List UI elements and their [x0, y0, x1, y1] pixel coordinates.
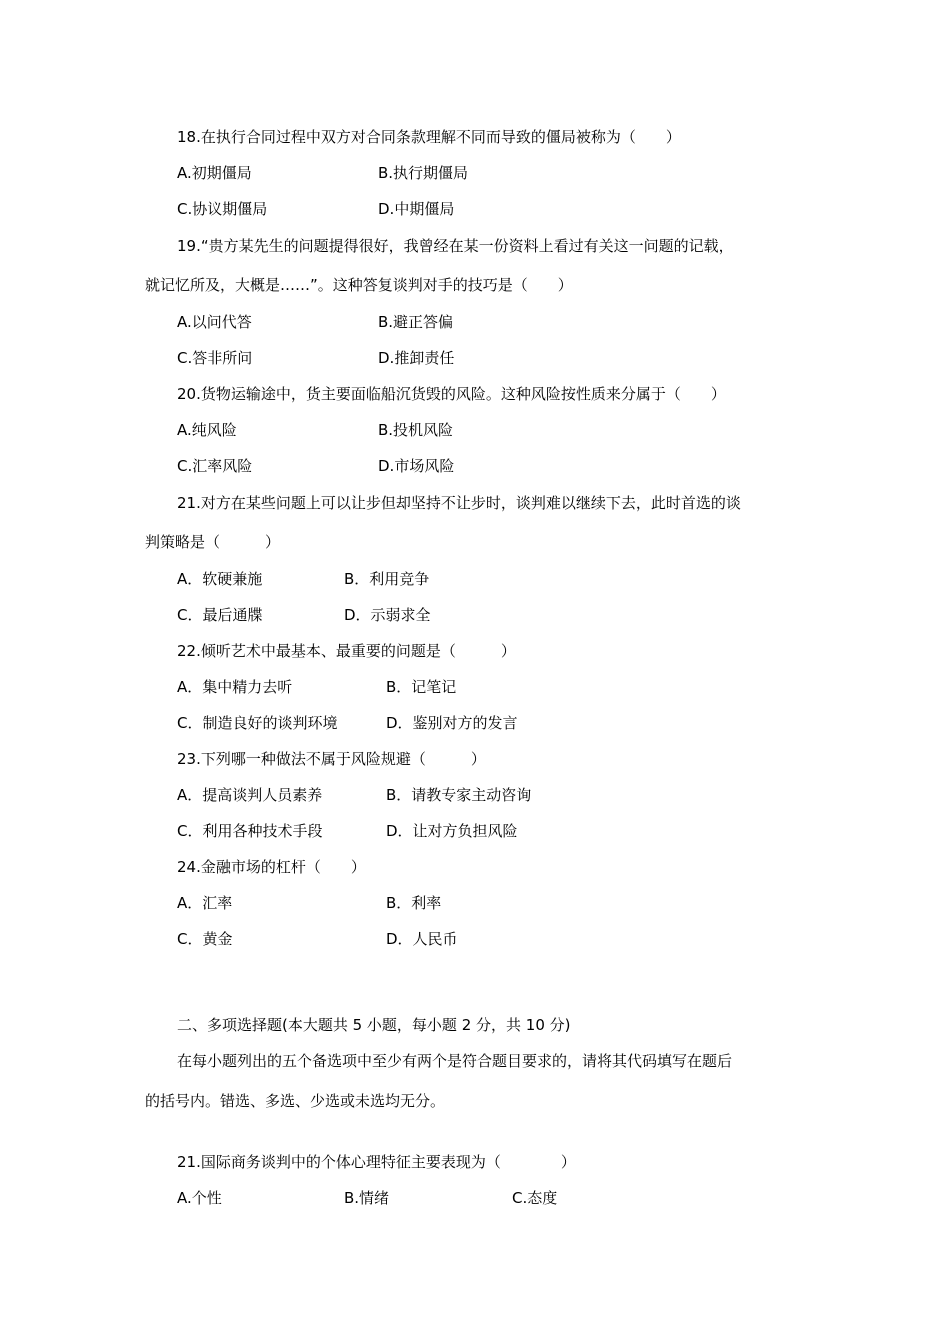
multi-question-21-stem: 21.国际商务谈判中的个体心理特征主要表现为（ ）: [177, 1153, 576, 1171]
question-21-stem-line1: 21.对方在某些问题上可以让步但却坚持不让步时，谈判难以继续下去，此时首选的谈: [177, 494, 741, 512]
question-23-stem: 23.下列哪一种做法不属于风险规避（ ）: [177, 750, 486, 768]
question-18-option-a: A.初期僵局: [177, 164, 252, 182]
question-18-option-c: C.协议期僵局: [177, 200, 268, 218]
question-20-option-c: C.汇率风险: [177, 457, 253, 475]
question-19-option-c: C.答非所问: [177, 349, 253, 367]
question-21-stem-line2: 判策略是（ ）: [145, 533, 281, 551]
question-24-option-d: D．人民币: [386, 930, 458, 948]
question-23-option-a: A．提高谈判人员素养: [177, 786, 323, 804]
question-22-stem: 22.倾听艺术中最基本、最重要的问题是（ ）: [177, 642, 516, 660]
question-22-option-c: C．制造良好的谈判环境: [177, 714, 338, 732]
question-19-option-b: B.避正答偏: [378, 313, 454, 331]
question-20-stem: 20.货物运输途中，货主要面临船沉货毁的风险。这种风险按性质来分属于（ ）: [177, 385, 726, 403]
question-18-option-b: B.执行期僵局: [378, 164, 469, 182]
section-2-instructions-line1: 在每小题列出的五个备选项中至少有两个是符合题目要求的，请将其代码填写在题后: [177, 1052, 733, 1070]
question-20-option-a: A.纯风险: [177, 421, 237, 439]
multi-question-21-option-a: A.个性: [177, 1189, 222, 1207]
multi-question-21-option-c: C.态度: [512, 1189, 558, 1207]
question-19-stem-line2: 就记忆所及，大概是……”。这种答复谈判对手的技巧是（ ）: [145, 276, 573, 294]
question-19-option-a: A.以问代答: [177, 313, 252, 331]
question-18-stem: 18.在执行合同过程中双方对合同条款理解不同而导致的僵局被称为（ ）: [177, 128, 681, 146]
question-24-option-c: C．黄金: [177, 930, 233, 948]
question-21-option-a: A．软硬兼施: [177, 570, 263, 588]
question-21-option-b: B．利用竞争: [344, 570, 430, 588]
question-20-option-d: D.市场风险: [378, 457, 455, 475]
question-22-option-d: D．鉴别对方的发言: [386, 714, 518, 732]
question-24-option-a: A．汇率: [177, 894, 233, 912]
question-18-option-d: D.中期僵局: [378, 200, 455, 218]
question-23-option-c: C．利用各种技术手段: [177, 822, 323, 840]
question-21-option-d: D．示弱求全: [344, 606, 431, 624]
question-20-option-b: B.投机风险: [378, 421, 454, 439]
section-2-heading: 二、多项选择题(本大题共 5 小题，每小题 2 分，共 10 分): [177, 1016, 571, 1034]
question-24-option-b: B．利率: [386, 894, 442, 912]
section-2-instructions-line2: 的括号内。错选、多选、少选或未选均无分。: [145, 1092, 446, 1110]
question-19-option-d: D.推卸责任: [378, 349, 455, 367]
question-19-stem-line1: 19.“贵方某先生的问题提得很好，我曾经在某一份资料上看过有关这一问题的记载，: [177, 237, 734, 255]
question-23-option-b: B．请教专家主动咨询: [386, 786, 532, 804]
multi-question-21-option-b: B.情绪: [344, 1189, 390, 1207]
question-23-option-d: D．让对方负担风险: [386, 822, 518, 840]
question-22-option-a: A．集中精力去听: [177, 678, 293, 696]
question-21-option-c: C．最后通牒: [177, 606, 263, 624]
question-24-stem: 24.金融市场的杠杆（ ）: [177, 858, 366, 876]
question-22-option-b: B．记笔记: [386, 678, 457, 696]
